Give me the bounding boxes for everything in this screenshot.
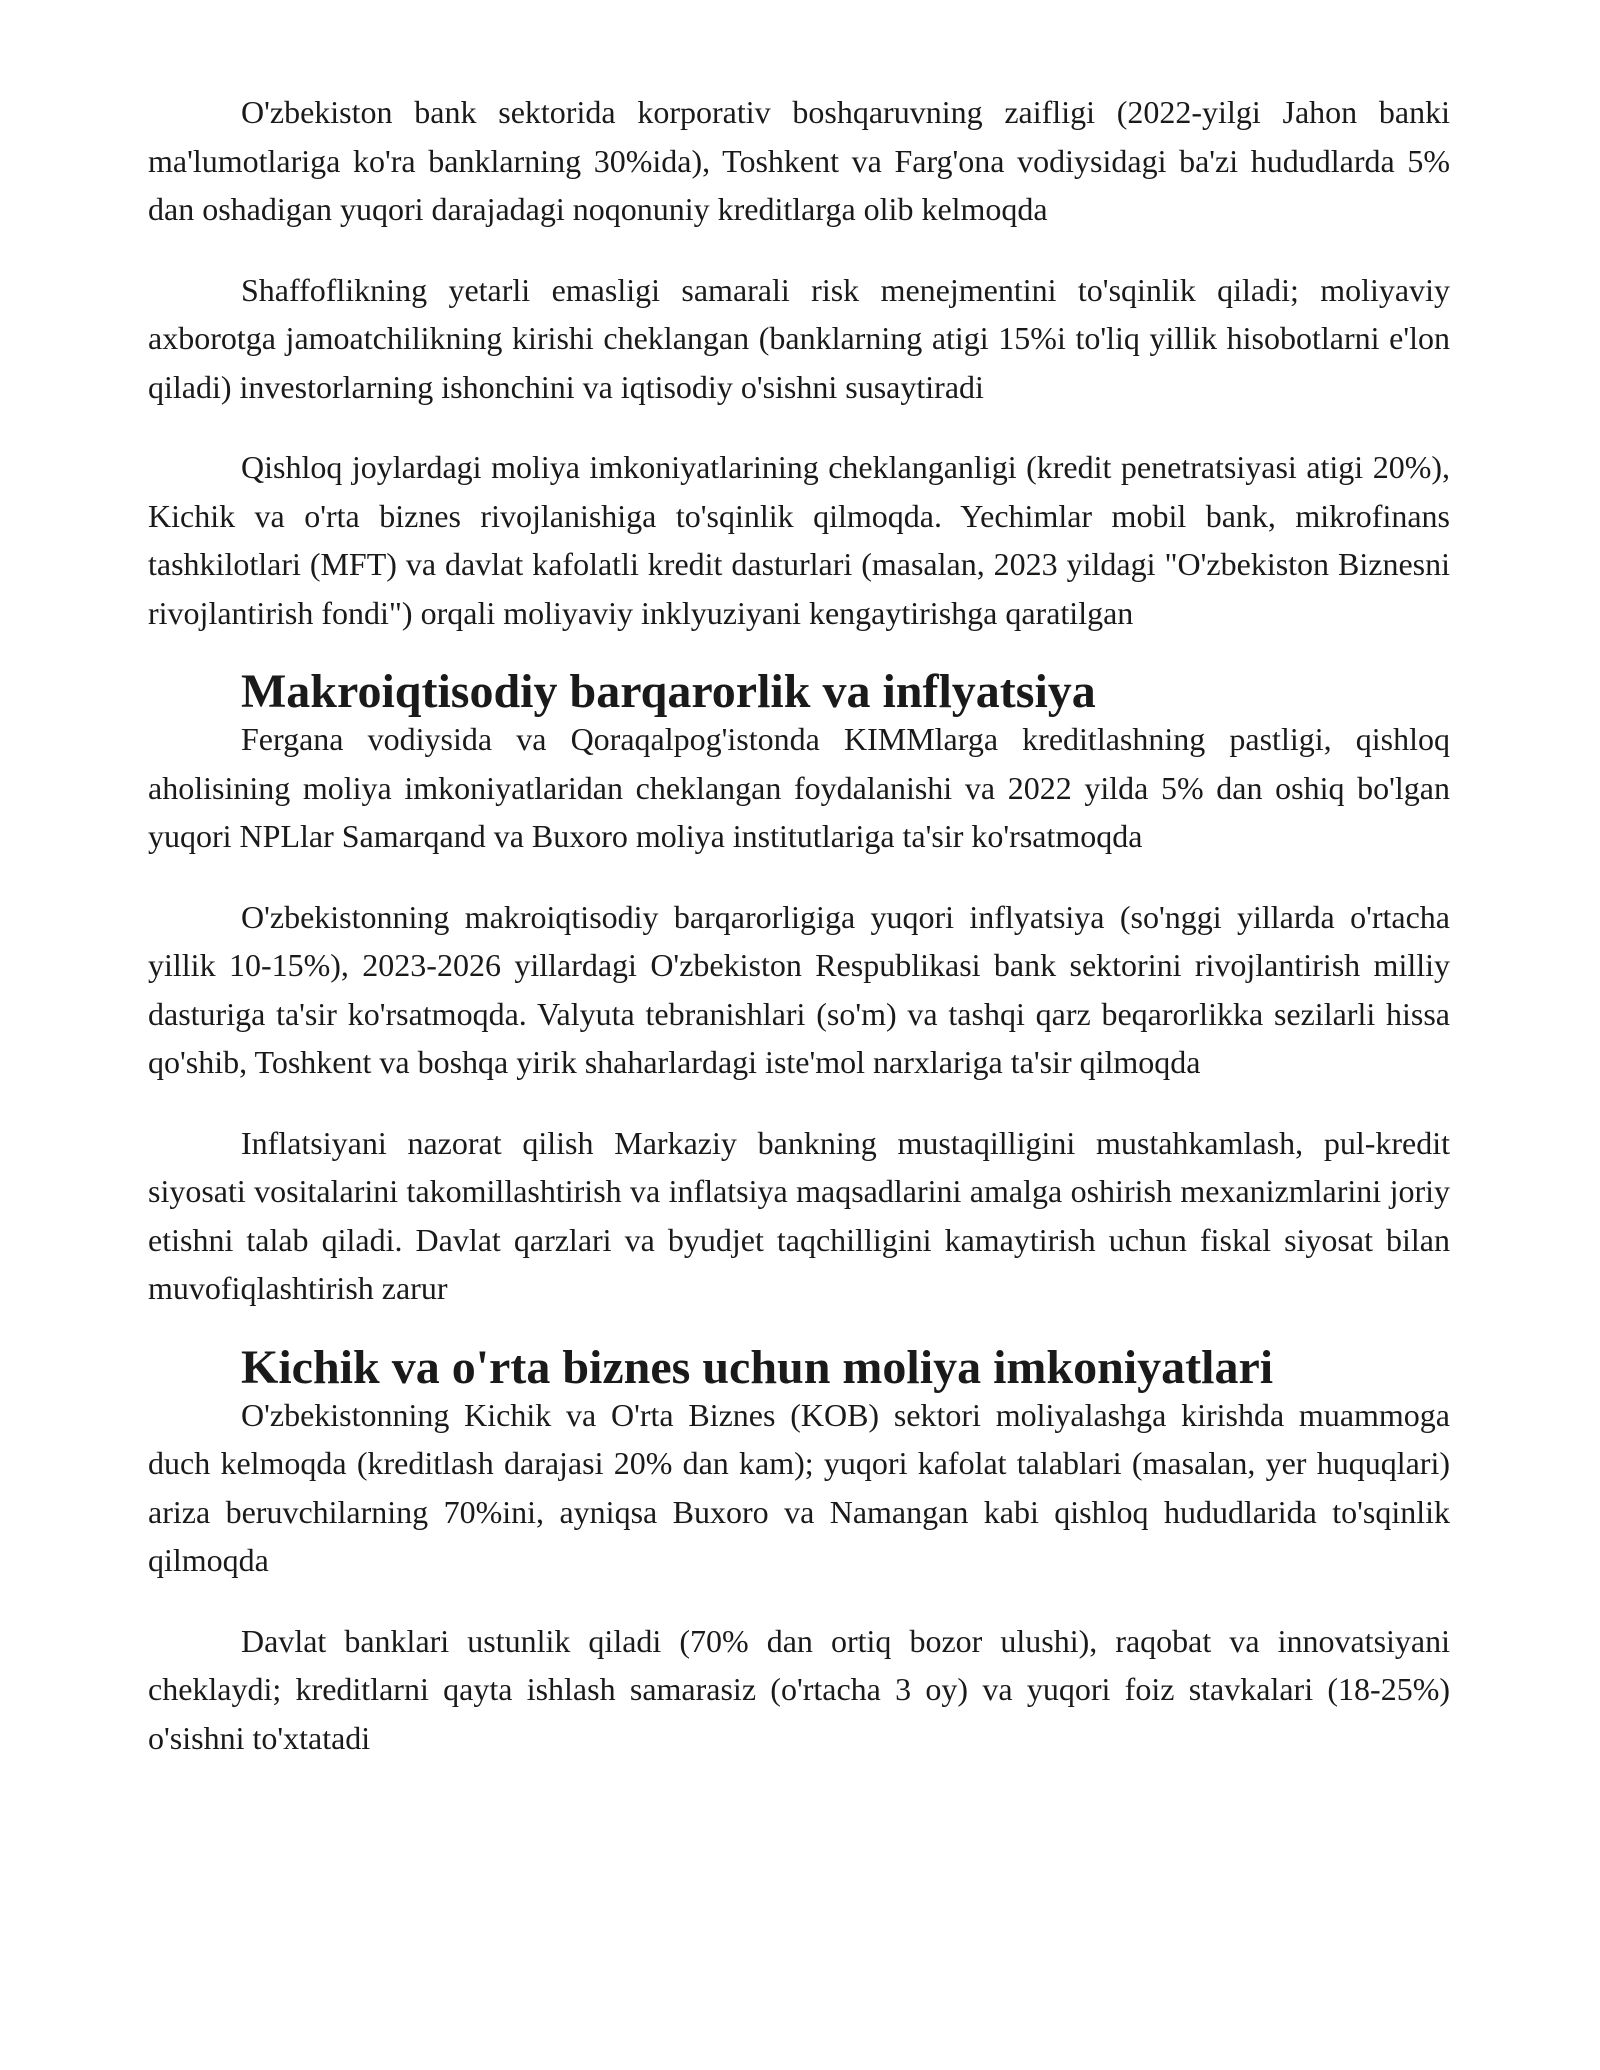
section-heading-sme-finance: Kichik va o'rta biznes uchun moliya imkoniyatlari — [241, 1340, 1274, 1394]
paragraph-regional-lending: Fergana vodiysida va Qoraqalpog'istonda KIMMlarga kreditlashning pastligi, qishloq aholisining moliya imkoniyatlaridan cheklangan foydalanishi va 2022 yilda 5% dan oshiq bo'lgan yuqori NPLlar Samarqand va Buxoro moliya institutlariga ta'sir ko'rsatmoqda — [148, 721, 1450, 854]
paragraph-rural-finance: Qishloq joylardagi moliya imkoniyatlarining cheklanganligi (kredit penetratsiyasi atigi 20%), Kichik va o'rta biznes rivojlanishiga to'sqinlik qilmoqda. Yechimlar mobil bank, mikrofinans tashkilotlari (MFT) va davlat kafolatli kredit dasturlari (masalan, 2023 yildagi "O'zbekiston Biznesni rivojlantirish fondi") orqali moliyaviy inklyuziyani kengaytirishga qaratilgan — [148, 449, 1450, 631]
section-heading-macroeconomic: Makroiqtisodiy barqarorlik va inflyatsiya — [241, 665, 1096, 718]
paragraph-state-banks: Davlat banklari ustunlik qiladi (70% dan ortiq bozor ulushi), raqobat va innovatsiyani cheklaydi; kreditlarni qayta ishlash samarasiz (o'rtacha 3 oy) va yuqori foiz stavkalari (18-25%) o'sishni to'xtatadi — [148, 1622, 1450, 1756]
paragraph-inflation-control: Inflatsiyani nazorat qilish Markaziy bankning mustaqilligini mustahkamlash, pul-kredit siyosati vositalarini takomillashtirish va inflatsiya maqsadlarini amalga oshirish mexanizmlarini joriy etishni talab qiladi. Davlat qarzlari va byudjet taqchilligini kamaytirish uchun fiskal siyosat bilan muvofiqlashtirish zarur — [148, 1124, 1450, 1306]
paragraph-transparency: Shaffoflikning yetarli emasligi samarali risk menejmentini to'sqinlik qiladi; moliyaviy axborotga jamoatchilikning kirishi cheklangan (banklarning atigi 15%i to'liq yillik hisobotlarni e'lon qiladi) investorlarning ishonchini va iqtisodiy o'sishni susaytiradi — [148, 271, 1450, 405]
document-page — [148, 88, 1450, 1794]
paragraph-inflation: O'zbekistonning makroiqtisodiy barqarorligiga yuqori inflyatsiya (so'nggi yillarda o'rtacha yillik 10-15%), 2023-2026 yillardagi O'zbekiston Respublikasi bank sektorini rivojlantirish milliy dasturiga ta'sir ko'rsatmoqda. Valyuta tebranishlari (so'm) va tashqi qarz beqarorlikka sezilarli hissa qo'shib, Toshkent va boshqa yirik shaharlardagi iste'mol narxlariga ta'sir qilmoqda — [148, 898, 1450, 1080]
paragraph-sme-access: O'zbekistonning Kichik va O'rta Biznes (KOB) sektori moliyalashga kirishda muammoga duch kelmoqda (kreditlash darajasi 20% dan kam); yuqori kafolat talablari (masalan, yer huquqlari) ariza beruvchilarning 70%ini, ayniqsa Buxoro va Namangan kabi qishloq hududlarida to'sqinlik qilmoqda — [148, 1396, 1450, 1578]
paragraph-governance: O'zbekiston bank sektorida korporativ boshqaruvning zaifligi (2022-yilgi Jahon banki ma'lumotlariga ko'ra banklarning 30%ida), Toshkent va Farg'ona vodiysidagi ba'zi hududlarda 5% dan oshadigan yuqori darajadagi noqonuniy kreditlarga olib kelmoqda — [148, 94, 1450, 227]
